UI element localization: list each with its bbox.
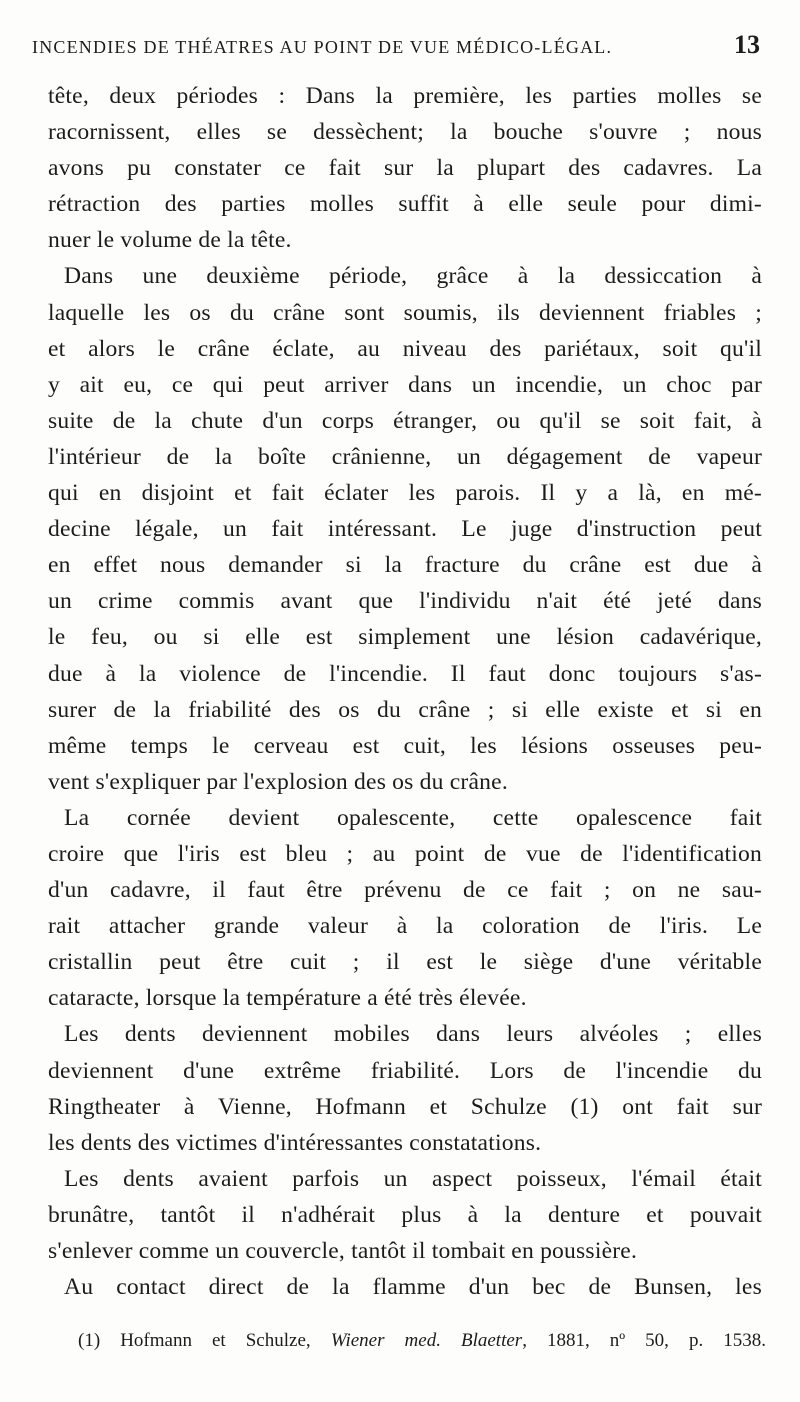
- paragraph: [48, 258, 762, 799]
- text-line: en effet nous demander si la fracture du crâne est due à: [48, 552, 762, 579]
- paragraph: [48, 800, 762, 1017]
- text-line: avons pu constater ce fait sur la plupart des cadavres. La: [48, 155, 762, 182]
- text-line: deviennent d'une extrême friabilité. Lors de l'incendie du: [48, 1057, 762, 1084]
- text-line: laquelle les os du crâne sont soumis, ils deviennent friables ;: [48, 299, 762, 326]
- text-line: s'enlever comme un couvercle, tantôt il tombait en poussière.: [48, 1238, 638, 1264]
- text-line: d'un cadavre, il faut être prévenu de ce fait ; on ne sau-: [48, 877, 762, 904]
- text-line: le feu, ou si elle est simplement une lésion cadavérique,: [48, 624, 762, 651]
- text-line: les dents des victimes d'intéressantes constatations.: [48, 1129, 542, 1156]
- body-text: [48, 78, 762, 1305]
- footnote-reference: , 1881, nº 50, p. 1538.: [522, 1330, 766, 1351]
- text-line: cristallin peut être cuit ; il est le siège d'une véritable: [48, 949, 762, 976]
- footnote-authors: Hofmann et Schulze,: [120, 1330, 311, 1351]
- text-line: decine légale, un fait intéressant. Le juge d'instruction peut: [48, 516, 762, 543]
- text-line: Dans une deuxième période, grâce à la dessiccation à: [64, 263, 762, 290]
- text-line: Les dents deviennent mobiles dans leurs alvéoles ; elles: [64, 1021, 762, 1048]
- text-line: La cornée devient opalescente, cette opalescence fait: [64, 804, 762, 831]
- text-line: racornissent, elles se dessèchent; la bouche s'ouvre ; nous: [48, 119, 762, 146]
- text-line: due à la violence de l'incendie. Il faut donc toujours s'as-: [48, 660, 762, 687]
- footnote-journal: Wiener med. Blaetter: [330, 1330, 523, 1351]
- text-line: Ringtheater à Vienne, Hofmann et Schulze (1) ont fait sur: [48, 1093, 762, 1120]
- text-line: nuer le volume de la tête.: [48, 227, 292, 254]
- text-line: surer de la friabilité des os du crâne ; si elle existe et si en: [48, 696, 762, 723]
- text-line: un crime commis avant que l'individu n'ait été jeté dans: [48, 588, 762, 615]
- text-line: cataracte, lorsque la température a été très élevée.: [48, 985, 527, 1012]
- page-number: 13: [734, 30, 760, 59]
- text-line: rait attacher grande valeur à la coloration de l'iris. Le: [48, 913, 762, 940]
- text-line: rétraction des parties molles suffit à elle seule pour dimi-: [48, 191, 762, 218]
- footnote-marker: (1): [78, 1330, 101, 1351]
- text-line: et alors le crâne éclate, au niveau des pariétaux, soit qu'il: [48, 335, 762, 362]
- running-header: [32, 30, 760, 66]
- text-line: y ait eu, ce qui peut arriver dans un incendie, un choc par: [48, 371, 762, 398]
- text-line: l'intérieur de la boîte crânienne, un dégagement de vapeur: [48, 443, 762, 470]
- paragraph: [48, 78, 762, 258]
- text-line: vent s'expliquer par l'explosion des os du crâne.: [48, 768, 508, 795]
- running-title: INCENDIES DE THÉATRES AU POINT DE VUE MÉDICO-LÉGAL.: [32, 37, 613, 57]
- text-line: Au contact direct de la flamme d'un bec de Bunsen, les: [64, 1274, 762, 1301]
- footnote: [78, 1330, 766, 1352]
- text-line: brunâtre, tantôt il n'adhérait plus à la denture et pouvait: [48, 1201, 762, 1228]
- text-line: croire que l'iris est bleu ; au point de vue de l'identification: [48, 840, 762, 867]
- text-line: suite de la chute d'un corps étranger, ou qu'il se soit fait, à: [48, 407, 762, 434]
- text-line: tête, deux périodes : Dans la première, les parties molles se: [48, 83, 762, 109]
- paragraph: [48, 1269, 762, 1305]
- text-line: Les dents avaient parfois un aspect poisseux, l'émail était: [64, 1165, 762, 1192]
- paragraph: [48, 1016, 762, 1160]
- paragraph: [48, 1161, 762, 1269]
- text-line: qui en disjoint et fait éclater les parois. Il y a là, en mé-: [48, 480, 762, 507]
- text-line: même temps le cerveau est cuit, les lésions osseuses peu-: [48, 732, 762, 759]
